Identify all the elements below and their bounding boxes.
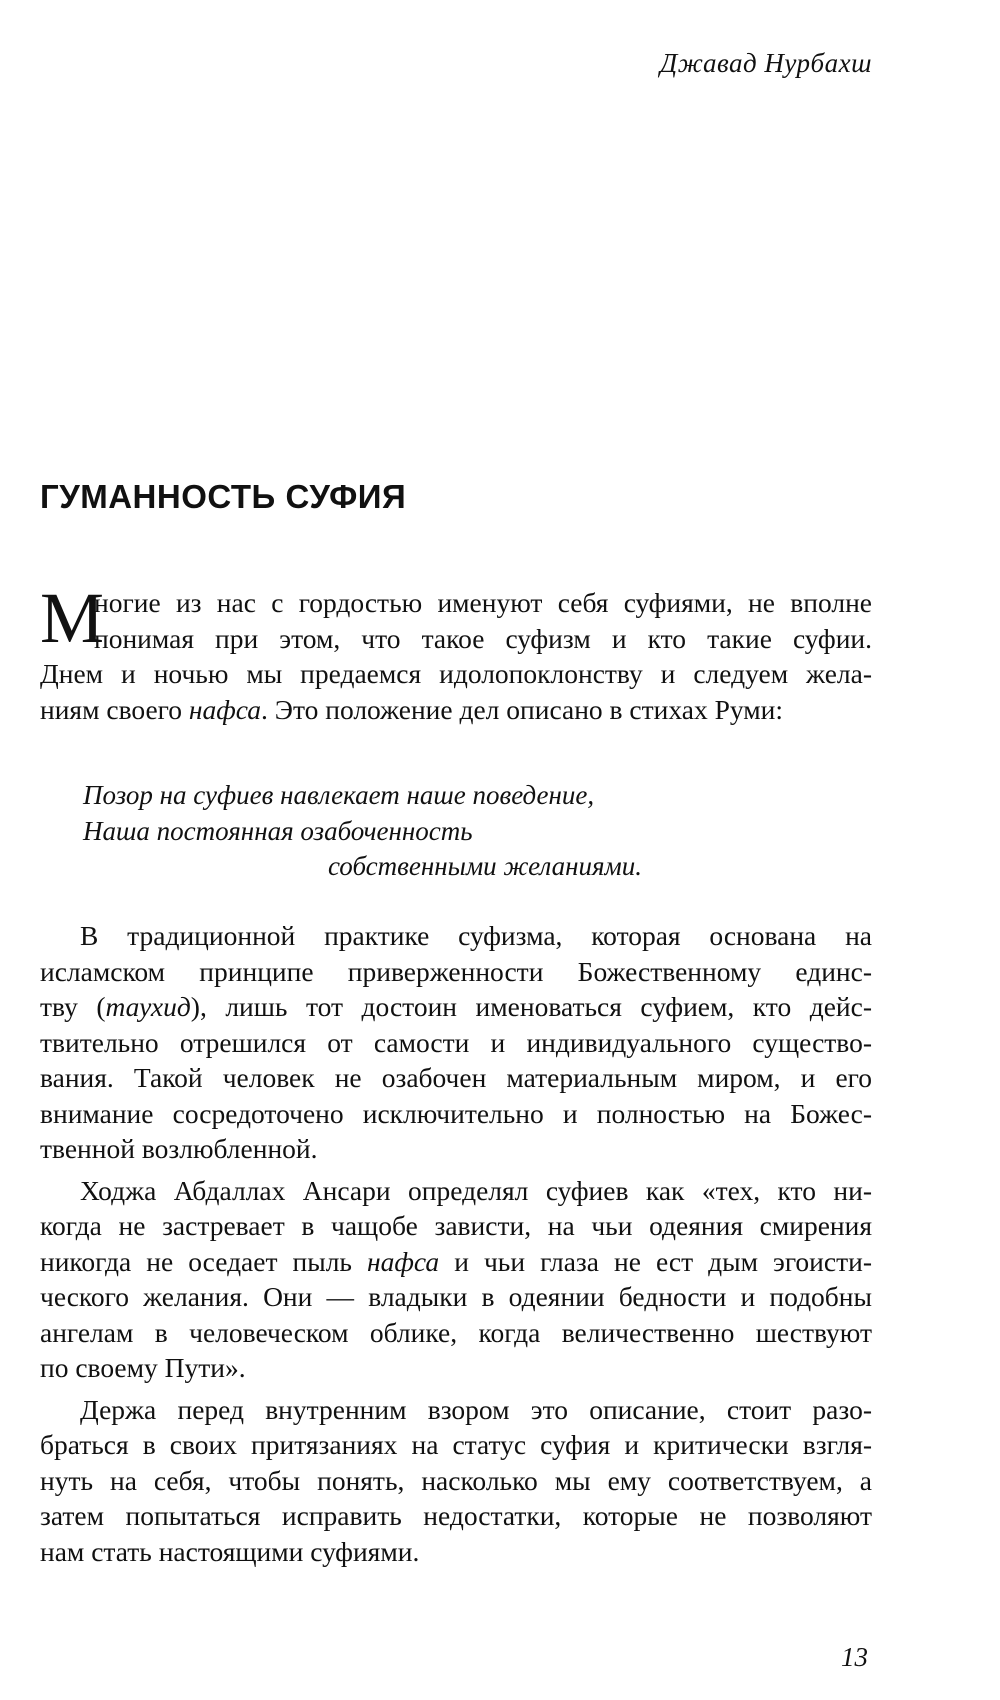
text-line: ангелам в человеческом облике, когда величественно шествуют [40, 1316, 872, 1348]
text-line: твенной возлюбленной. [40, 1133, 318, 1164]
text-line: ниям своего нафса. Это положение дел описано в стихах Руми: [40, 693, 784, 725]
text-line: вания. Такой человек не озабочен материальным миром, и его [40, 1062, 872, 1093]
text-line: нуть на себя, чтобы понять, насколько мы ему соответствуем, а [40, 1464, 872, 1496]
text-line: браться в своих притязаниях на статус суфия и критически взгля- [40, 1429, 872, 1460]
paragraph-1 [40, 578, 872, 727]
text-line: ческого желания. Они — владыки в одеянии бедности и подобны [40, 1281, 872, 1312]
paragraph-3 [40, 1173, 872, 1386]
emphasis-term: нафса [367, 1245, 440, 1277]
text-line: В традиционной практике суфизма, которая основана на [80, 920, 872, 951]
chapter-title: ГУМАННОСТЬ СУФИЯ [40, 478, 407, 515]
text-line: Ходжа Абдаллах Ансари определял суфиев как «тех, кто ни- [80, 1174, 872, 1206]
text-line: никогда не оседает пыль нафса и чьи глаза не ест дым эгоисти- [40, 1245, 872, 1277]
body-text [40, 918, 872, 1569]
text-line: внимание сосредоточено исключительно и полностью на Божес- [40, 1097, 872, 1129]
running-head-author: Джавад Нурбахш [660, 48, 872, 78]
text-line: по своему Пути». [40, 1352, 246, 1383]
emphasis-term: нафса [188, 693, 262, 725]
text-line: затем попытаться исправить недостатки, которые не позволяют [40, 1500, 872, 1531]
poem-line: собственными желаниями. [328, 851, 643, 881]
poem-line: Позор на суфиев навлекает наше поведение, [83, 780, 595, 810]
text-line: Держа перед внутренним взором это описание, стоит разо- [80, 1393, 872, 1425]
emphasis-term: таухид [105, 991, 191, 1022]
text-line: когда не застревает в чащобе зависти, на чьи одеяния смирения [40, 1210, 872, 1241]
text-line: тву (таухид), лишь тот достоин именоваться суфием, кто дейс- [40, 991, 872, 1022]
paragraph-2 [40, 918, 872, 1167]
text-line: понимая при этом, что такое суфизм и кто такие суфии. [94, 622, 872, 654]
text-line: нам стать настоящими суфиями. [40, 1535, 420, 1567]
text-line: твительно отрешился от самости и индивидуального существо- [40, 1026, 872, 1058]
paragraph-4 [40, 1392, 872, 1570]
text-line: ногие из нас с гордостью именуют себя суфиями, не вполне [94, 587, 872, 618]
text-line: исламском принципе приверженности Божественному единс- [40, 955, 872, 987]
text-line: Днем и ночью мы предаемся идолопоклонству и следуем жела- [40, 658, 872, 689]
drop-cap: М [40, 578, 105, 658]
page-number: 13 [841, 1642, 868, 1672]
poem-quote [83, 778, 642, 885]
poem-line: Наша постоянная озабоченность [83, 815, 473, 846]
